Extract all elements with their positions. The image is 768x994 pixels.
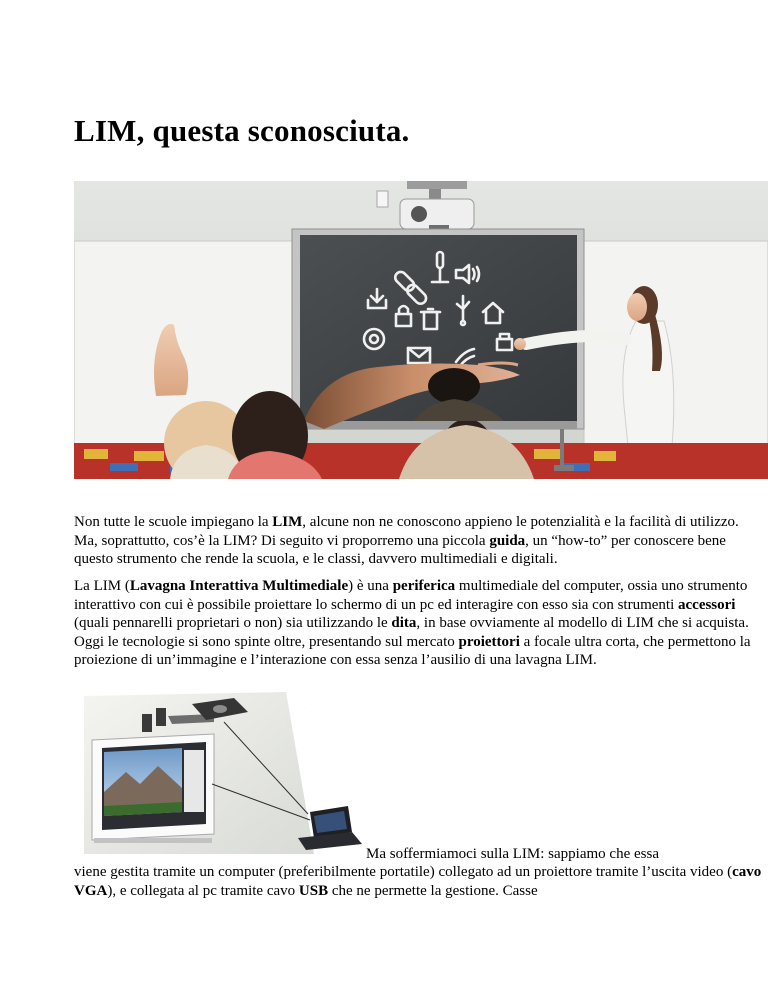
whiteboard-icon xyxy=(92,734,214,843)
intro-paragraph: Non tutte le scuole impiegano la LIM, alcune non ne conoscono appieno le potenzialità e la facilità di utilizzo. Ma, soprattutto, cos’è la LIM? Di seguito vi proporremo una piccola guida, un “how-to” per conoscere bene questo strumento che rende la scuola, e le classi, davvero multimediali e digitali. xyxy=(74,514,739,567)
bold-proiettori: proiettori xyxy=(458,633,520,650)
bold-periferica: periferica xyxy=(392,578,456,594)
bold-accessori: accessori xyxy=(678,596,736,613)
image-caption-text: Ma soffermiamoci sulla LIM: sappiamo che essa xyxy=(366,846,659,862)
bold-vga: cavo VGA xyxy=(74,864,762,899)
bold-lavagna: Lavagna Interattiva Multimediale xyxy=(129,578,349,594)
bold-guida: guida xyxy=(489,532,526,549)
hero-image xyxy=(74,181,768,479)
page-title: LIM, questa sconosciuta. xyxy=(74,113,410,148)
definition-paragraph: La LIM (Lavagna Interattiva Multimediale) è una periferica multimediale del computer, ossia uno strumento interattivo con cui è possibile proiettare lo schermo di un pc ed interagire con esso sia con strumenti accessori (quali pennarelli proprietari o non) sia utilizzando le dita, in base ovviamente al modello di LIM che si acquista. Oggi le tecnologie si sono spinte oltre, presentando sul mercato proiettori a focale ultra corta, che permettono la proiezione di un’immagine e l’interazione con essa senza l’ausilio di una lavagna LIM. xyxy=(74,578,751,668)
bold-dita: dita xyxy=(391,615,417,631)
lim-setup-image xyxy=(74,692,366,854)
bold-usb: USB xyxy=(298,882,329,899)
bold-lim: LIM xyxy=(272,514,303,530)
setup-paragraph: viene gestita tramite un computer (preferibilmente portatile) collegato ad un proiettore tramite l’uscita video (cavo VGA), e collegata al pc tramite cavo USB che ne permette la gestione. Casse xyxy=(74,864,762,899)
